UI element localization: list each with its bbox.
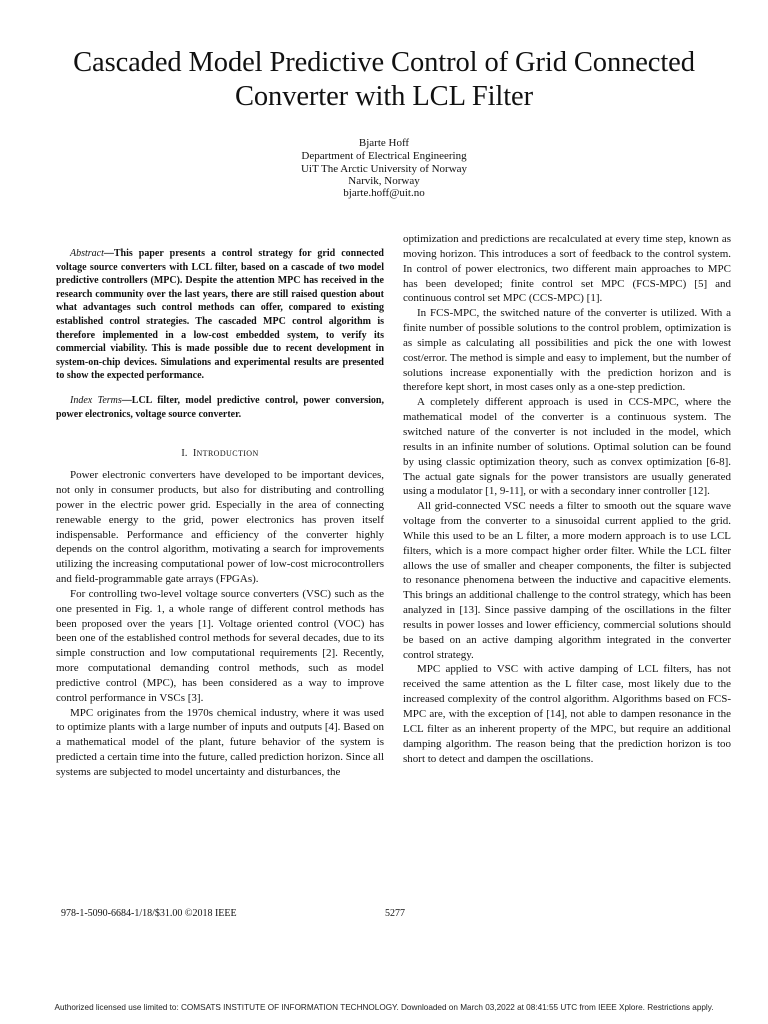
body-paragraph: MPC applied to VSC with active damping of LCL filters, has not received the same attention as the L filter case, most likely due to the increased complexity of the control algorithm. Algorithms based on FCS-MPC are, with the exception of [14], not able to dampen resonance in the LCL filter as an inherent property of the MPC, but require an additional damping algorithm. The reason being that the prediction horizon is too short to detect and dampen the oscillations. bbox=[403, 663, 731, 765]
right-column bbox=[403, 232, 731, 766]
index-terms bbox=[56, 394, 384, 421]
index-terms-text: —LCL filter, model predictive control, power conversion, power electronics, voltage source converter. bbox=[56, 394, 384, 420]
body-paragraph: A completely different approach is used in CCS-MPC, where the mathematical model of the converter is a continuous system. The switched nature of the converter is not included in the model, which results in an infinite number of solutions. Optimal solution can be found by using classic optimization theory, such as convex optimization [6-8]. The actual gate signals for the power transistors are usually generated using a modulator [1, 9-11], or with a secondary inner controller [12]. bbox=[403, 396, 731, 498]
section-number: I. bbox=[181, 448, 188, 460]
license-notice: Authorized licensed use limited to: COMSATS INSTITUTE OF INFORMATION TECHNOLOGY. Downloaded on March 03,2022 at 08:41:55 UTC from IEEE Xplore. Restrictions apply. bbox=[54, 1003, 714, 1012]
author-block bbox=[234, 137, 534, 199]
body-paragraph: optimization and predictions are recalculated at every time step, known as moving horizon. This introduces a sort of feedback to the control system. In control of power electronics, two different main approaches to MPC has been developed; finite control set MPC (FCS-MPC) [5] and continuous control set MPC (CCS-MPC) [1]. bbox=[403, 233, 731, 305]
author-location: Narvik, Norway bbox=[348, 174, 420, 187]
author-name: Bjarte Hoff bbox=[358, 137, 410, 149]
body-paragraph: MPC originates from the 1970s chemical industry, where it was used to optimize plants with a large number of inputs and outputs [4]. Based on a mathematical model of the plant, future behavior of the system is predicted a certain time into the future, called prediction horizon. Since all systems are subjected to model uncertainty and disturbances, the bbox=[56, 706, 384, 778]
body-paragraph: Power electronic converters have developed to be important devices, not only in consumer products, but also for distributing and controlling power in the electric power grid. Especially in the area of connecting renewable energy to the grid, power electronics has proven itself indispensable. Performance and efficiency of the converter highly depends on the control algorithm, motivating a search for improvements utilizing the increasing computational power of low-cost microcontrollers and field-programmable gate arrays (FPGAs). bbox=[56, 469, 384, 586]
section-heading-introduction bbox=[56, 447, 384, 460]
body-paragraph: For controlling two-level voltage source converters (VSC) such as the one presented in Fig. 1, a whole range of different control methods has been proposed over the years [1]. Voltage oriented control (VOC) has been one of the established control methods for several decades, due to its simple construction and low computational requirements [2]. Recently, more computational demanding control methods, such as model predictive control (MPC), has been considered as a way to improve control performance in VSCs [3]. bbox=[56, 587, 384, 704]
abstract-lead: Abstract bbox=[70, 248, 104, 259]
page-number: 5277 bbox=[385, 908, 405, 919]
author-department: Department of Electrical Engineering bbox=[301, 150, 467, 163]
abstract-text: —This paper presents a control strategy for grid connected voltage source converters with LCL filter, based on a cascade of two model predictive controllers (MPC). Despite the attention MPC has received in the research community over the last years, there are still raised question about what advantages such control methods can offer, compared to existing established control strategies. The cascaded MPC control algorithm is therefore implemented in a low-cost embedded system, to verify its commercial viability. This is made possible due to recent development in system-on-chip devices. Simulations and experimental results are presented to show the expected performance. bbox=[56, 248, 384, 382]
section-heading-initial: I bbox=[192, 448, 197, 460]
author-university: UiT The Arctic University of Norway bbox=[300, 162, 468, 175]
body-paragraph: In FCS-MPC, the switched nature of the converter is utilized. With a finite number of possible solutions to the control problem, optimization is as simple as calculating all possibilities and pick the one with lowest cost/error. The method is simple and easy to implement, but the number of solutions increase exponentially with the prediction horizon and is therefore kept short, in most cases only as a one-step prediction. bbox=[403, 307, 731, 394]
footer-isbn: 978-1-5090-6684-1/18/$31.00 ©2018 IEEE bbox=[61, 908, 237, 919]
abstract bbox=[56, 247, 384, 383]
section-heading-rest: NTRODUCTION bbox=[196, 449, 259, 459]
index-terms-lead: Index Terms bbox=[70, 394, 122, 406]
author-email: bjarte.hoff@uit.no bbox=[343, 187, 425, 200]
body-paragraph: All grid-connected VSC needs a filter to smooth out the square wave voltage from the converter to a sinusoidal current applied to the grid. While this used to be an L filter, a more modern approach is to use LCL filters, which is a more compact higher order filter. While the LCL filter allows the use of smaller and cheaper components, the filter is subjected to resonance phenomena between the inductive and capacitive elements. This brings an additional challenge to the control strategy, which has been analyzed in [13]. Since passive damping of the oscillations in the filter results in power losses and lower efficiency, commercial solutions should be based on an active damping algorithm integrated in the converter control strategy. bbox=[403, 500, 731, 661]
left-column bbox=[56, 247, 384, 780]
paper-title: Cascaded Model Predictive Control of Grid Connected Converter with LCL Filter bbox=[73, 47, 695, 112]
